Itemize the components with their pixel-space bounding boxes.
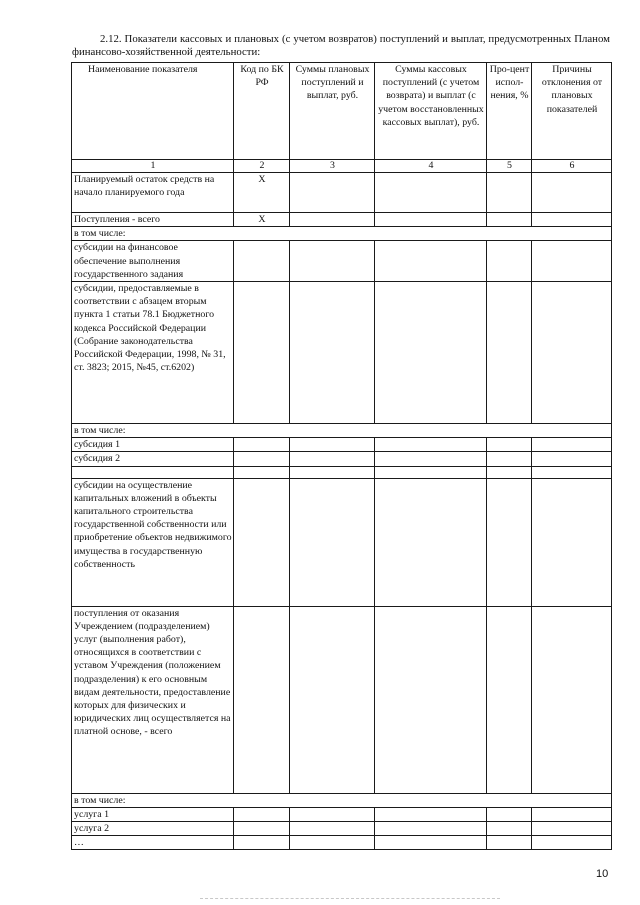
cash-sum-cell (375, 466, 487, 478)
column-number: 6 (532, 160, 612, 173)
subheading-cell: в том числе: (72, 793, 612, 807)
reason-cell (532, 478, 612, 606)
planned-sum-cell (290, 606, 375, 793)
indicator-name-cell: субсидии, предоставляемые в соответствии с абзацем вторым пункта 1 статьи 78.1 Бюджетного кодекса Российской Федерации (Собрание законодательства Российской Федерации, 1998, № 31, ст. 3823; 2015, №45, ст.6202) (72, 282, 234, 424)
reason-cell (532, 466, 612, 478)
table-row (72, 282, 612, 424)
financial-indicators-table (71, 62, 612, 850)
table-row (72, 466, 612, 478)
indicator-name-cell: услуга 2 (72, 822, 234, 836)
reason-cell (532, 213, 612, 227)
planned-sum-cell (290, 282, 375, 424)
table-row (72, 241, 612, 282)
percent-cell (487, 478, 532, 606)
planned-sum-cell (290, 466, 375, 478)
table-row (72, 452, 612, 466)
header-indicator-name: Наименование показателя (72, 63, 234, 160)
reason-cell (532, 836, 612, 850)
reason-cell (532, 452, 612, 466)
column-number: 5 (487, 160, 532, 173)
table-row (72, 793, 612, 807)
percent-cell (487, 606, 532, 793)
table-row (72, 606, 612, 793)
subheading-cell: в том числе: (72, 227, 612, 241)
planned-sum-cell (290, 173, 375, 213)
budget-code-cell (234, 478, 290, 606)
budget-code-cell (234, 282, 290, 424)
column-number: 3 (290, 160, 375, 173)
percent-cell (487, 241, 532, 282)
indicator-name-cell: … (72, 836, 234, 850)
reason-cell (532, 282, 612, 424)
indicator-name-cell (72, 466, 234, 478)
cash-sum-cell (375, 241, 487, 282)
percent-cell (487, 836, 532, 850)
table-row (72, 836, 612, 850)
column-number-row (72, 160, 612, 173)
percent-cell (487, 807, 532, 821)
percent-cell (487, 452, 532, 466)
page-number: 10 (596, 868, 609, 880)
budget-code-cell (234, 822, 290, 836)
reason-cell (532, 807, 612, 821)
indicator-name-cell: субсидии на осуществление капитальных вложений в объекты капитального строительства государственной собственности или приобретение объектов недвижимого имущества в государственную собственность (72, 478, 234, 606)
budget-code-cell (234, 438, 290, 452)
header-deviation-reasons: Причины отклонения от плановых показателей (532, 63, 612, 160)
header-budget-code: Код по БК РФ (234, 63, 290, 160)
indicator-name-cell: Поступления - всего (72, 213, 234, 227)
budget-code-cell (234, 241, 290, 282)
table-row (72, 478, 612, 606)
cash-sum-cell (375, 452, 487, 466)
budget-code-cell (234, 836, 290, 850)
budget-code-cell: X (234, 173, 290, 213)
table-row (72, 227, 612, 241)
column-number: 1 (72, 160, 234, 173)
reason-cell (532, 606, 612, 793)
reason-cell (532, 241, 612, 282)
indicator-name-cell: субсидия 1 (72, 438, 234, 452)
budget-code-cell (234, 606, 290, 793)
cash-sum-cell (375, 836, 487, 850)
budget-code-cell (234, 466, 290, 478)
cash-sum-cell (375, 606, 487, 793)
indicator-name-cell: поступления от оказания Учреждением (подразделением) услуг (выполнения работ), относящихся в соответствии с уставом Учреждения (положением подразделения) к его основным видам деятельности, предоставление которых для физических и юридических лиц осуществляется на платной основе, - всего (72, 606, 234, 793)
cash-sum-cell (375, 438, 487, 452)
cash-sum-cell (375, 822, 487, 836)
cash-sum-cell (375, 213, 487, 227)
table-row (72, 438, 612, 452)
subheading-cell: в том числе: (72, 424, 612, 438)
planned-sum-cell (290, 836, 375, 850)
percent-cell (487, 438, 532, 452)
table-header-row (72, 63, 612, 160)
footer-divider (200, 898, 500, 899)
table-row (72, 173, 612, 213)
reason-cell (532, 173, 612, 213)
header-percent-execution: Про-цент испол-нения, % (487, 63, 532, 160)
header-planned-sums: Суммы плановых поступлений и выплат, руб. (290, 63, 375, 160)
percent-cell (487, 822, 532, 836)
planned-sum-cell (290, 478, 375, 606)
column-number: 2 (234, 160, 290, 173)
budget-code-cell (234, 807, 290, 821)
cash-sum-cell (375, 282, 487, 424)
planned-sum-cell (290, 822, 375, 836)
planned-sum-cell (290, 452, 375, 466)
indicator-name-cell: субсидия 2 (72, 452, 234, 466)
cash-sum-cell (375, 807, 487, 821)
percent-cell (487, 466, 532, 478)
reason-cell (532, 438, 612, 452)
planned-sum-cell (290, 241, 375, 282)
indicator-name-cell: Планируемый остаток средств на начало планируемого года (72, 173, 234, 213)
cash-sum-cell (375, 478, 487, 606)
indicator-name-cell: услуга 1 (72, 807, 234, 821)
budget-code-cell (234, 452, 290, 466)
budget-code-cell: X (234, 213, 290, 227)
planned-sum-cell (290, 438, 375, 452)
cash-sum-cell (375, 173, 487, 213)
planned-sum-cell (290, 807, 375, 821)
percent-cell (487, 173, 532, 213)
percent-cell (487, 282, 532, 424)
planned-sum-cell (290, 213, 375, 227)
percent-cell (487, 213, 532, 227)
header-cash-sums: Суммы кассовых поступлений (с учетом возврата) и выплат (с учетом восстановленных кассовых выплат), руб. (375, 63, 487, 160)
indicator-name-cell: субсидии на финансовое обеспечение выполнения государственного задания (72, 241, 234, 282)
section-heading: 2.12. Показатели кассовых и плановых (с учетом возвратов) поступлений и выплат, предусмотренных Планом финансово-хозяйственной деятельности: (72, 33, 610, 58)
table-row (72, 424, 612, 438)
table-row (72, 213, 612, 227)
column-number: 4 (375, 160, 487, 173)
table-row (72, 807, 612, 821)
reason-cell (532, 822, 612, 836)
table-row (72, 822, 612, 836)
